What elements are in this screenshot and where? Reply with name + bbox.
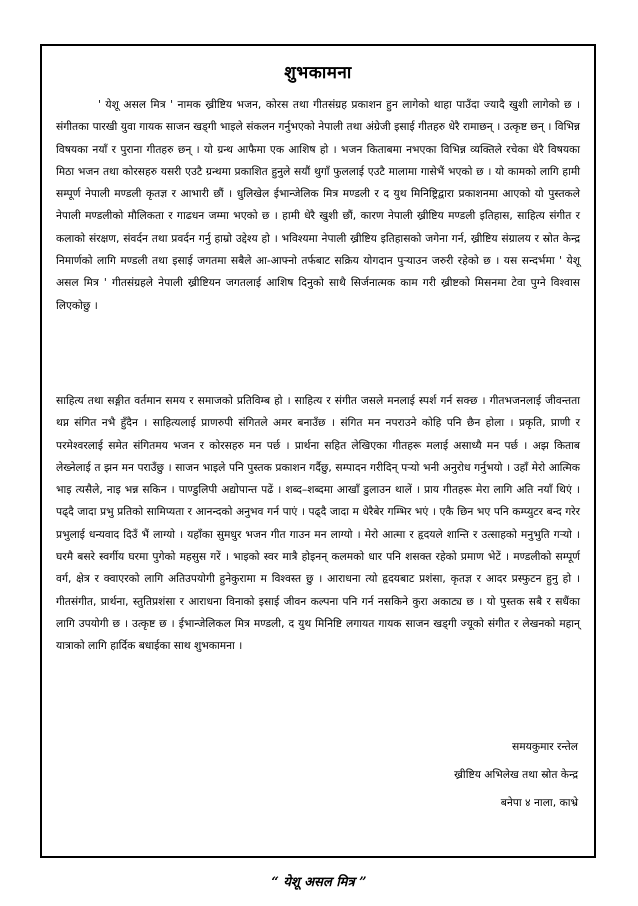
paragraph-body: साहित्य तथा सङ्गीत वर्तमान समय र समाजको प्रतिविम्ब हो । साहित्य र संगीत जसले मनलाई स्पर्श गर्न सक्छ । गीतभजनलाई जीवन्तता थप्न संगित नभै हुँदैन । साहित्यलाई प्राणरुपी संगितले अमर बनाउँछ । संगित मन नपराउने कोहि पनि छैन होला । प्रकृति, प्राणी र परमेश्वरलाई समेत संगितमय भजन र कोरसहरु मन पर्छ । प्रार्थना सहित लेखिएका गीतहरू मलाई असाध्यै मन पर्छ । अझ किताब लेख्नेलाई त झन मन पराउँछु । साजन भाइले पनि पुस्तक प्रकाशन गर्दैछु, सम्पादन गरीदिन् पऱ्यो भनी अनुरोध गर्नुभयो । उहाँ मेरो आत्मिक भाइ त्यसैले, नाइ भन्न सकिन । पाण्डुलिपी अद्योपान्त पढें । शब्द–शब्दमा आखाँ डुलाउन थालें । प्राय गीतहरू मेरा लागि अति नयाँ थिएं । पढ्दै जादा प्रभु प्रतिको सामिप्यता र आनन्दको अनुभव गर्न पाएं । पढ्दै जादा म धेरैबेर गम्भिर भएं । एकै छिन भए पनि कम्प्युटर बन्द गरेर प्रभुलाई धन्यवाद दिउँ भैं लाग्यो । यहाँका सुमधुर भजन गीत गाउन मन लाग्यो । मेरो आत्मा र हृदयले शान्ति र उत्साहको मनुभुति गऱ्यो । घरमै बसरे स्वर्गीय घरमा पुगेको महसुस गरें । भाइको स्वर मात्रै होइनन् कलमको धार पनि शसक्त रहेको प्रमाण भेटें । मण्डलीको सम्पूर्ण वर्ग, क्षेत्र र क्वाएरको लागि अतिउपयोगी हुनेकुरामा म विश्वस्त छु । आराधना त्यो हृदयबाट प्रशंसा, कृतज्ञ र आदर प्रस्फुटन हुनु हो । गीतसंगीत, प्रार्थना, स्तुतिप्रशंसा र आराधना विनाको इसाई जीवन कल्पना पनि गर्न नसकिने कुरा अकाट्य छ । यो पुस्तक सबै र सधैंका लागि उपयोगी छ । उत्कृष्ट छ । ईभान्जेलिकल मित्र मण्डली, द युथ मिनिष्टि लगायत गायक साजन खड्गी ज्यूको संगीत र लेखनको महान् यात्राको लागि हार्दिक बधाईका साथ शुभकामना । xyxy=(56,394,580,653)
paragraph-intro: ' येशू असल मित्र ' नामक ख्रीष्टिय भजन, कोरस तथा गीतसंग्रह प्रकाशन हुन लागेको थाहा पाउँदा ज्यादै खुशी लागेको छ । संगीतका पारखी युवा गायक साजन खड्गी भाइले संकलन गर्नुभएको नेपाली तथा अंग्रेजी इसाई गीतहरु धेरै रामाछन् । उत्कृष्ट छन् । विभिन्न विषयका नयाँ र पुराना गीतहरु छन् । यो ग्रन्थ आफैमा एक आशिष हो । भजन किताबमा नभएका विभिन्न व्यक्तिले रचेका धेरै विषयका मिठा भजन तथा कोरसहरु यसरी एउटै ग्रन्थमा प्रकाशित हुनुले सयौं थुगाँ फुललाई एउटै मालामा गासेभैं भएको छ । यो कामको लागि हामी सम्पूर्ण नेपाली मण्डली कृतज्ञ र आभारी छौं । धुलिखेल ईभान्जेलिक मित्र मण्डली र द युथ मिनिष्ट्रिद्वारा प्रकाशनमा आएको यो पुस्तकले नेपाली मण्डलीको मौलिकता र गाढधन जम्मा भएको छ । हामी धेरै खुशी छौं, कारण नेपाली ख्रीष्टिय मण्डली इतिहास, साहित्य संगीत र कलाको संरक्षण, संवर्दन तथा प्रवर्दन गर्नु हाम्रो उद्देश्य हो । भविश्यमा नेपाली ख्रीष्टिय इतिहासको जगेना गर्न, ख्रीष्टिय संग्रालय र स्रोत केन्द्र निमार्णको लागि मण्डली तथा इसाई जगतमा सबैले आ-आफ्नो तर्फबाट सक्रिय योगदान पुऱ्याउन जरुरी रहेको छ । यस सन्दर्भमा ' येशू असल मित्र ' गीतसंग्रहले नेपाली ख्रीष्टियन जगतलाई आशिष दिनुको साथै सिर्जनात्मक काम गरी ख्रीष्टको मिसनमा टेवा पुग्ने विश्वास लिएकोछु । xyxy=(56,98,580,312)
page-border xyxy=(40,44,596,858)
signature-name: समयकुमार रन्तेल xyxy=(512,740,578,753)
signature-address: बनेपा ४ नाला, काभ्रे xyxy=(500,796,578,809)
signature-organization: ख्रीष्टिय अभिलेख तथा स्रोत केन्द्र xyxy=(454,768,578,781)
footer-book-title: “ येशू असल मित्र ” xyxy=(271,875,367,890)
page-title: शुभकामना xyxy=(284,63,352,83)
